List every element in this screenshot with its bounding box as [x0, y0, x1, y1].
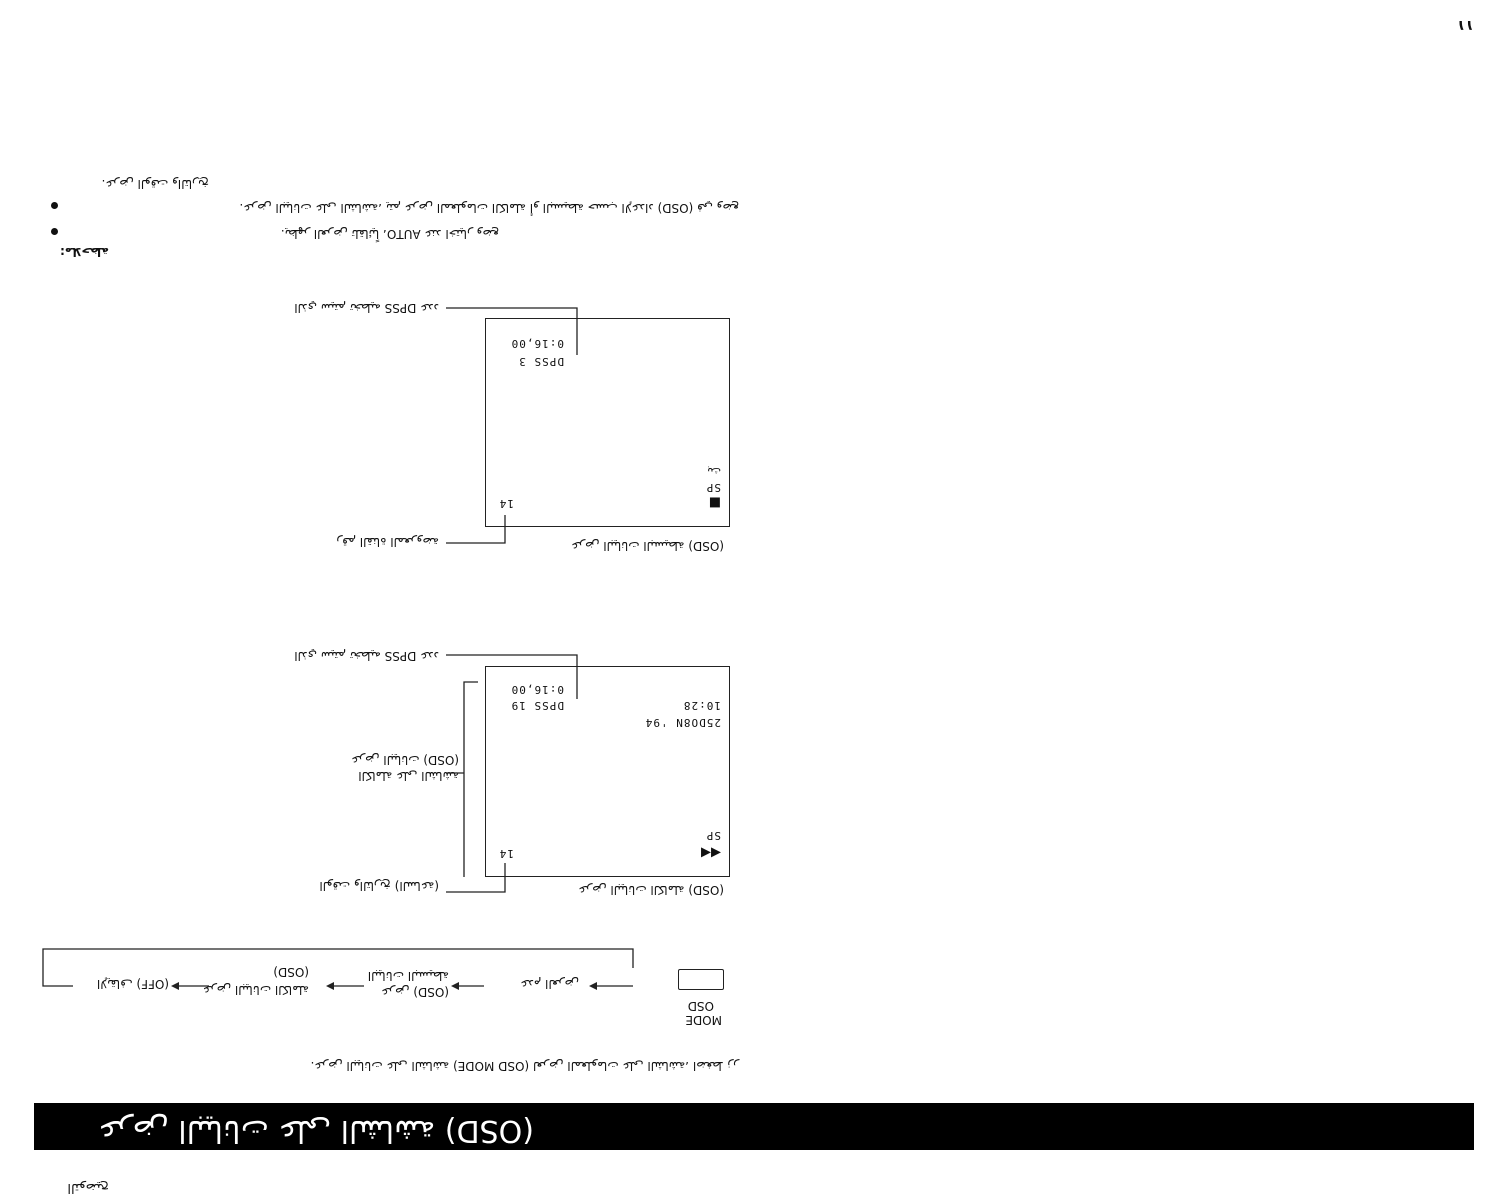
tape-speed-display-simple: SP — [705, 481, 721, 494]
note-2: في وضع (OSD) عرض البيانات على الشاشة، يتم عرض المعلومات الكاملة أو البسيطة حسب الإعداد. — [239, 201, 739, 215]
stop-icon: ■ — [708, 495, 721, 510]
time-display: 10:28 — [682, 699, 721, 712]
mode-flow-step-2-sub: البيانات البسيطة — [367, 969, 449, 983]
tape-speed-display: SP — [705, 829, 721, 842]
intro-text: لعرض المعلومات على الشاشة، اضغط زر (OSD MODE) عرض البيانات على الشاشة. — [310, 1059, 739, 1073]
counter-display: 0:16,00 — [510, 683, 564, 696]
screen-full-caption: (OSD) عرض البيانات الكاملة — [578, 883, 724, 897]
header-right-label: التوضيح — [67, 1180, 109, 1195]
notes-heading: ملاحظة: — [60, 245, 109, 259]
broadcast-label: بث — [707, 465, 721, 478]
date-display: 25DO8N '94 — [644, 716, 721, 729]
rewind-icon: ◀◀ — [701, 845, 721, 860]
callout-dpss-simple: عدد DPSS الذي سيتم تخطيه — [294, 301, 439, 315]
callout-clock: (الساعة) الوقت والتاريخ — [319, 879, 439, 893]
mode-flow-step-3: (OSD) — [273, 965, 309, 979]
osd-button-label: OSD — [687, 999, 714, 1013]
dpss-display: DPSS 19 — [510, 699, 564, 712]
dpss-display-simple: DPSS 3 — [518, 355, 564, 368]
mode-flow-step-4: (OFF) الإيقاف — [96, 977, 169, 991]
channel-display-simple: 14 — [498, 497, 514, 510]
screen-simple-caption: (OSD) عرض البيانات البسيطة — [571, 539, 724, 553]
callout-group-line1: (OSD) عرض البيانات — [351, 753, 459, 767]
banner-title: (OSD) عرض البيانات على الشاشة — [98, 1113, 534, 1148]
channel-display: 14 — [498, 847, 514, 860]
mode-flow-step-1: عدم العرض — [520, 977, 579, 991]
note-3: عرض الوقت والتاريخ. — [101, 177, 209, 191]
callout-channel-simple: رقم القناة المعروضة — [336, 535, 439, 549]
counter-display-simple: 0:16,00 — [510, 337, 564, 350]
mode-flow-step-2: (OSD) عرض — [381, 985, 449, 999]
note-1: عند اختيار وضع AUTO، يظهر العرض تلقائياً. — [280, 227, 499, 241]
callout-group-line2: الكاملة على الشاشة — [358, 769, 459, 783]
callout-dpss-full: عدد DPSS الذي سيتم تخطيه — [294, 649, 439, 663]
page-number: ١١ — [1456, 17, 1474, 33]
mode-button-label: MODE — [685, 1013, 722, 1027]
mode-flow-step-3-sub: عرض البيانات الكاملة — [202, 983, 309, 997]
